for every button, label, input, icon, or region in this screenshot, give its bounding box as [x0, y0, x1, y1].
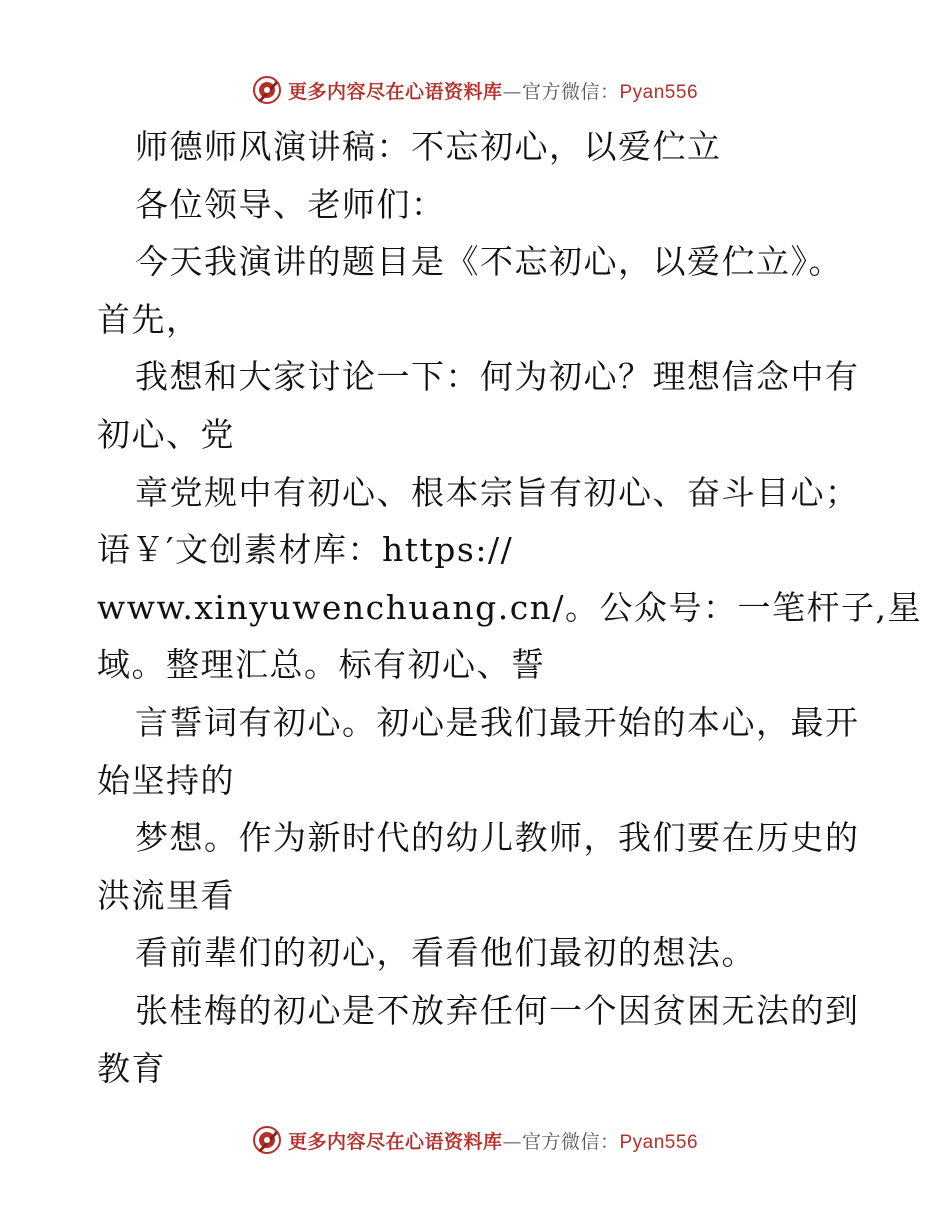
text-line: www.xinyuwenchuang.cn/。公众号：一笔杆子,星	[97, 587, 923, 627]
salutation: 各位领导、老师们：	[135, 184, 446, 224]
quill-seal-logo-icon	[252, 1125, 282, 1155]
text-line: 始坚持的	[97, 760, 235, 800]
text-line: 教育	[97, 1048, 166, 1088]
footer-banner	[0, 1120, 950, 1160]
banner-text	[288, 77, 698, 104]
text-line: 看前辈们的初心，看看他们最初的想法。	[135, 933, 756, 973]
header-banner	[0, 70, 950, 110]
banner-dash: —	[502, 1130, 522, 1153]
text-line: 洪流里看	[97, 875, 235, 915]
text-line: 语￥′文创素材库：https://	[97, 530, 514, 570]
quill-seal-logo-icon	[252, 75, 282, 105]
text-line: 首先，	[97, 299, 201, 339]
document-title: 师德师风演讲稿：不忘初心，以爱伫立	[135, 127, 722, 166]
text-line: 言誓词有初心。初心是我们最开始的本心，最开	[135, 702, 860, 742]
banner-dash: —	[502, 80, 522, 103]
banner-site-name: 更多内容尽在心语资料库	[287, 80, 503, 103]
text-line: 张桂梅的初心是不放弃任何一个因贫困无法的到	[135, 990, 860, 1030]
text-line: 域。整理汇总。标有初心、誓	[97, 645, 546, 685]
banner-site-name: 更多内容尽在心语资料库	[287, 1130, 503, 1153]
text-line: 今天我演讲的题目是《不忘初心，以爱伫立》。	[135, 242, 843, 282]
banner-wechat-label: 官方微信：	[521, 80, 620, 103]
text-line: 梦想。作为新时代的幼儿教师，我们要在历史的	[135, 818, 860, 858]
text-line: 我想和大家讨论一下：何为初心？理想信念中有	[135, 357, 860, 397]
banner-wechat-id: Pyan556	[619, 1131, 699, 1153]
banner-text	[288, 1127, 698, 1154]
text-line: 章党规中有初心、根本宗旨有初心、奋斗目心；	[135, 472, 860, 512]
banner-wechat-id: Pyan556	[619, 81, 699, 103]
banner-wechat-label: 官方微信：	[521, 1130, 620, 1153]
document-body	[97, 118, 923, 1097]
text-line: 初心、党	[97, 414, 235, 454]
